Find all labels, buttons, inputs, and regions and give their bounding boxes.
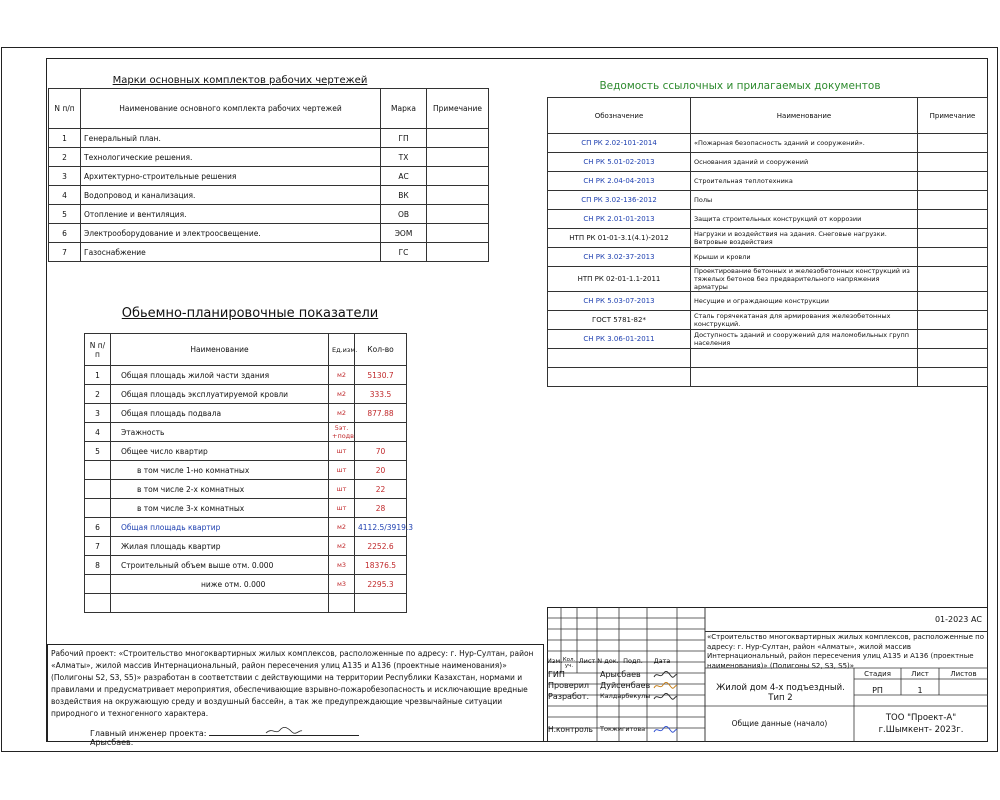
indicators-row-qty: 2252.6 <box>355 537 407 556</box>
indicators-row <box>85 442 407 461</box>
indicators-row-unit: м3 <box>329 575 355 594</box>
refs-row-note <box>918 134 988 153</box>
marks-row <box>49 186 489 205</box>
marks-row-note <box>427 129 489 148</box>
marks-header-num: N п/п <box>49 89 81 129</box>
refs-title: Ведомость ссылочных и прилагаемых документов <box>599 80 881 92</box>
indicators-header-num: N п/п <box>85 334 111 366</box>
refs-row <box>548 134 988 153</box>
refs-row <box>548 229 988 248</box>
indicators-row-qty <box>355 423 407 442</box>
stamp-person-row <box>547 725 705 736</box>
indicators-row-num: 1 <box>85 366 111 385</box>
indicators-row-name: ниже отм. 0.000 <box>111 575 329 594</box>
indicators-row-num: 8 <box>85 556 111 575</box>
refs-row-code <box>548 349 691 368</box>
refs-row-note <box>918 311 988 330</box>
marks-row-note <box>427 243 489 262</box>
stamp-person-name: Токжигитова <box>600 725 646 733</box>
marks-row <box>49 224 489 243</box>
refs-row-code: СН РК 2.04-04-2013 <box>548 172 691 191</box>
marks-row-note <box>427 224 489 243</box>
refs-row-code: НТП РК 02-01-1.1-2011 <box>548 267 691 292</box>
refs-row-name: Нагрузки и воздействия на здания. Снеговые нагрузки. Ветровые воздействия <box>691 229 918 248</box>
marks-row-num: 1 <box>49 129 81 148</box>
stamp-person-signature <box>650 670 680 681</box>
indicators-row-unit: шт <box>329 461 355 480</box>
indicators-row-qty: 28 <box>355 499 407 518</box>
marks-row <box>49 167 489 186</box>
indicators-row-unit: м2 <box>329 385 355 404</box>
indicators-row-name <box>111 594 329 613</box>
chief-signature <box>209 726 359 736</box>
stamp-person-name: Арысбаев <box>600 670 641 679</box>
refs-row-code <box>548 368 691 387</box>
indicators-row-num: 3 <box>85 404 111 423</box>
marks-row-name: Генеральный план. <box>81 129 381 148</box>
stamp-stage: РП <box>872 686 883 695</box>
refs-row-note <box>918 292 988 311</box>
marks-header-note: Примечание <box>427 89 489 129</box>
refs-row-note <box>918 229 988 248</box>
indicators-row <box>85 385 407 404</box>
indicators-row-num <box>85 594 111 613</box>
refs-row-code: СП РК 2.02-101-2014 <box>548 134 691 153</box>
chief-engineer-line <box>90 726 390 747</box>
stamp-person-row <box>547 703 705 714</box>
refs-row-code: СН РК 2.01-01-2013 <box>548 210 691 229</box>
refs-row-name: Строительная теплотехника <box>691 172 918 191</box>
indicators-row-name: в том числе 1-но комнатных <box>111 461 329 480</box>
signature-scribble <box>652 725 678 735</box>
indicators-row-qty: 4112.5/3919.3 <box>355 518 407 537</box>
marks-row <box>49 243 489 262</box>
stamp-col-ndoc: N док. <box>597 657 619 665</box>
marks-row-num: 3 <box>49 167 81 186</box>
indicators-row-num <box>85 480 111 499</box>
stamp-person-signature <box>650 692 680 703</box>
refs-row-name: Полы <box>691 191 918 210</box>
indicators-row-name: Общая площадь подвала <box>111 404 329 423</box>
stamp-person-role: Проверил <box>548 681 590 690</box>
signature-scribble <box>264 726 304 736</box>
indicators-row-name: Строительный объем выше отм. 0.000 <box>111 556 329 575</box>
stamp-person-row <box>547 681 705 692</box>
refs-row-name: Сталь горячекатаная для армирования железобетонных конструкций. <box>691 311 918 330</box>
refs-row <box>548 191 988 210</box>
stamp-col-izm: Изм. <box>547 657 563 665</box>
indicators-row-unit: м2 <box>329 518 355 537</box>
marks-header-mark: Марка <box>381 89 427 129</box>
indicators-table <box>84 333 414 613</box>
stamp-person-name <box>598 703 650 714</box>
marks-row-num: 5 <box>49 205 81 224</box>
refs-row-code: СН РК 3.06-01-2011 <box>548 330 691 349</box>
indicators-row <box>85 423 407 442</box>
indicators-row-num <box>85 499 111 518</box>
refs-row-name <box>691 368 918 387</box>
stamp-person-signature <box>650 725 680 736</box>
refs-row-code: СН РК 5.03-07-2013 <box>548 292 691 311</box>
marks-row-note <box>427 148 489 167</box>
refs-row-name: Проектирование бетонных и железобетонных конструкций из тяжелых бетонов без предварительного напряжения арматуры <box>691 267 918 292</box>
indicators-row-unit: шт <box>329 442 355 461</box>
refs-row <box>548 368 988 387</box>
stamp-person-name: Дуйсенбаев <box>600 681 651 690</box>
refs-row-name: Крыши и кровли <box>691 248 918 267</box>
marks-row <box>49 148 489 167</box>
indicators-row-unit: шт <box>329 480 355 499</box>
indicators-row-name: Этажность <box>111 423 329 442</box>
indicators-row-unit: м2 <box>329 404 355 423</box>
refs-row-note <box>918 330 988 349</box>
indicators-row-name: Общая площадь квартир <box>111 518 329 537</box>
indicators-header-qty: Кол-во <box>355 334 407 366</box>
stamp-building: Жилой дом 4-х подъездный. Тип 2 <box>716 683 845 703</box>
indicators-row-name: в том числе 3-х комнатных <box>111 499 329 518</box>
refs-row-note <box>918 267 988 292</box>
marks-row <box>49 205 489 224</box>
indicators-row <box>85 518 407 537</box>
indicators-row-num: 7 <box>85 537 111 556</box>
marks-row-name: Газоснабжение <box>81 243 381 262</box>
refs-row-note <box>918 368 988 387</box>
stamp-company: ТОО "Проект-А" <box>885 713 957 723</box>
refs-row <box>548 153 988 172</box>
marks-row-name: Технологические решения. <box>81 148 381 167</box>
refs-row-name: Защита строительных конструкций от коррозии <box>691 210 918 229</box>
stamp-col-headers <box>547 657 705 668</box>
refs-row-code: СН РК 3.02-37-2013 <box>548 248 691 267</box>
indicators-row-qty: 2295.3 <box>355 575 407 594</box>
indicators-row-qty: 22 <box>355 480 407 499</box>
indicators-row-name: Общее число квартир <box>111 442 329 461</box>
stamp-person-role: ГИП <box>548 670 565 679</box>
refs-row-code: СН РК 5.01-02-2013 <box>548 153 691 172</box>
indicators-row <box>85 366 407 385</box>
refs-row-note <box>918 210 988 229</box>
marks-row-name: Электрооборудование и электроосвещение. <box>81 224 381 243</box>
stamp-person-signature <box>650 681 680 692</box>
marks-row-note <box>427 186 489 205</box>
marks-row-num: 4 <box>49 186 81 205</box>
indicators-row-unit: шт <box>329 499 355 518</box>
stamp-code: 01-2023 АС <box>934 615 982 624</box>
stamp-person-role: Разработ. <box>548 692 589 701</box>
marks-row-num: 6 <box>49 224 81 243</box>
marks-header-name: Наименование основного комплекта рабочих чертежей <box>81 89 381 129</box>
stamp-col-podp: Подп. <box>623 657 643 665</box>
marks-row-mark: ТХ <box>381 148 427 167</box>
stamp-col-date: Дата <box>653 657 671 665</box>
refs-row-note <box>918 172 988 191</box>
indicators-row-qty: 877.88 <box>355 404 407 423</box>
indicators-row-unit: м3 <box>329 556 355 575</box>
refs-row <box>548 172 988 191</box>
indicators-row-name: Общая площадь эксплуатируемой кровли <box>111 385 329 404</box>
marks-row-num: 7 <box>49 243 81 262</box>
marks-row-note <box>427 167 489 186</box>
refs-row-name: «Пожарная безопасность зданий и сооружений». <box>691 134 918 153</box>
refs-row-code: ГОСТ 5781-82* <box>548 311 691 330</box>
stamp-city: г.Шымкент- 2023г. <box>878 725 964 735</box>
indicators-row <box>85 480 407 499</box>
indicators-row-name: Общая площадь жилой части здания <box>111 366 329 385</box>
stamp-person-row <box>547 670 705 681</box>
stamp-project: «Строительство многоквартирных жилых комплексов, расположенные по адресу: г. Нур-Султан, район «Алматы», жилой массив Интернациональный, район пересечения улиц А135 и А136 (проектные наименования)» (Полигоны S2, S3, S5)» <box>707 633 984 670</box>
stamp-person-name: Калдарбекулы <box>600 692 651 700</box>
signature-scribble <box>652 681 678 691</box>
refs-header-name: Наименование <box>691 98 918 134</box>
stamp-col-kol: Кол. уч. <box>562 657 576 669</box>
indicators-row <box>85 575 407 594</box>
marks-row-mark: ЭОМ <box>381 224 427 243</box>
indicators-row-num <box>85 575 111 594</box>
indicators-row-unit <box>329 594 355 613</box>
notes-text: Рабочий проект: «Строительство многоквартирных жилых комплексов, расположенные по адресу: г. Нур-Султан, район «Алматы», жилой массив Интернациональный, район пересечения улиц А135 и А136 (проектные наименования)» (Полигоны S2, S3, S5)» разработан в соответствии с действующими на территории Республики Казахстан, нормами и правилами и предусматривает мероприятия, обеспечивающие взрывно-пожаробезопасность и исключающие вредные воздействия на окружающую среду и воздушный бассейн, а так же предупреждающие чрезвычайные ситуации природного и техногенного характера. <box>51 649 534 718</box>
marks-row <box>49 129 489 148</box>
marks-row-mark: ВК <box>381 186 427 205</box>
refs-row-note <box>918 248 988 267</box>
indicators-row <box>85 404 407 423</box>
refs-row-note <box>918 349 988 368</box>
stamp-stage-label: Стадия <box>864 670 891 678</box>
indicators-row-unit: м2 <box>329 366 355 385</box>
stamp-sheet-number: 1 <box>917 686 923 695</box>
marks-row-name: Водопровод и канализация. <box>81 186 381 205</box>
refs-row <box>548 248 988 267</box>
indicators-row-qty: 20 <box>355 461 407 480</box>
refs-row-note <box>918 191 988 210</box>
refs-row <box>548 311 988 330</box>
marks-row-mark: АС <box>381 167 427 186</box>
indicators-header-name: Наименование <box>111 334 329 366</box>
marks-row-mark: ГС <box>381 243 427 262</box>
stamp-person-role: Н.контроль <box>548 725 593 734</box>
indicators-row-num: 4 <box>85 423 111 442</box>
signature-scribble <box>652 692 678 702</box>
marks-row-num: 2 <box>49 148 81 167</box>
refs-row-name: Доступность зданий и сооружений для маломобильных групп населения <box>691 330 918 349</box>
refs-row <box>548 292 988 311</box>
indicators-row-num: 6 <box>85 518 111 537</box>
indicators-row-qty: 333.5 <box>355 385 407 404</box>
stamp-person-role <box>547 703 598 714</box>
refs-row <box>548 349 988 368</box>
signature-scribble <box>652 670 678 680</box>
refs-table <box>547 97 988 387</box>
refs-row-name: Основания зданий и сооружений <box>691 153 918 172</box>
indicators-row <box>85 499 407 518</box>
indicators-header-unit: Ед.изм. <box>329 334 355 366</box>
marks-table <box>48 88 489 262</box>
stamp-sheet-label: Лист <box>911 670 929 678</box>
indicators-header-row <box>85 334 407 366</box>
indicators-row-num: 5 <box>85 442 111 461</box>
marks-header-row <box>49 89 489 129</box>
indicators-row-qty: 70 <box>355 442 407 461</box>
refs-header-code: Обозначение <box>548 98 691 134</box>
stamp-person-row <box>547 692 705 703</box>
indicators-row-name: в том числе 2-х комнатных <box>111 480 329 499</box>
refs-row-name <box>691 349 918 368</box>
refs-row-name: Несущие и ограждающие конструкции <box>691 292 918 311</box>
indicators-row <box>85 461 407 480</box>
stamp-sheet-title: Общие данные (начало) <box>731 719 828 728</box>
refs-row <box>548 210 988 229</box>
marks-row-note <box>427 205 489 224</box>
indicators-row-qty <box>355 594 407 613</box>
refs-row <box>548 267 988 292</box>
indicators-row <box>85 594 407 613</box>
marks-title: Марки основных комплектов рабочих чертежей <box>112 75 368 86</box>
indicators-row <box>85 556 407 575</box>
refs-row-note <box>918 153 988 172</box>
indicators-row-num: 2 <box>85 385 111 404</box>
chief-engineer-name: Арысбаев. <box>90 738 134 747</box>
indicators-row-qty: 18376.5 <box>355 556 407 575</box>
stamp-col-list: Лист <box>578 657 596 665</box>
indicators-row-qty: 5130.7 <box>355 366 407 385</box>
marks-row-name: Отопление и вентиляция. <box>81 205 381 224</box>
indicators-title: Обьемно-планировочные показатели <box>121 306 379 321</box>
indicators-row-name: Жилая площадь квартир <box>111 537 329 556</box>
stamp-sheets-label: Листов <box>950 670 977 678</box>
marks-row-mark: ГП <box>381 129 427 148</box>
refs-header-note: Примечание <box>918 98 988 134</box>
indicators-row <box>85 537 407 556</box>
chief-engineer-label: Главный инженер проекта: <box>90 729 207 738</box>
refs-row-code: СП РК 3.02-136-2012 <box>548 191 691 210</box>
refs-row-code: НТП РК 01-01-3.1(4.1)-2012 <box>548 229 691 248</box>
indicators-row-unit: 5эт. +подв <box>329 423 355 442</box>
refs-row <box>548 330 988 349</box>
refs-header-row <box>548 98 988 134</box>
marks-row-name: Архитектурно-строительные решения <box>81 167 381 186</box>
marks-row-mark: ОВ <box>381 205 427 224</box>
indicators-row-num <box>85 461 111 480</box>
indicators-row-unit: м2 <box>329 537 355 556</box>
